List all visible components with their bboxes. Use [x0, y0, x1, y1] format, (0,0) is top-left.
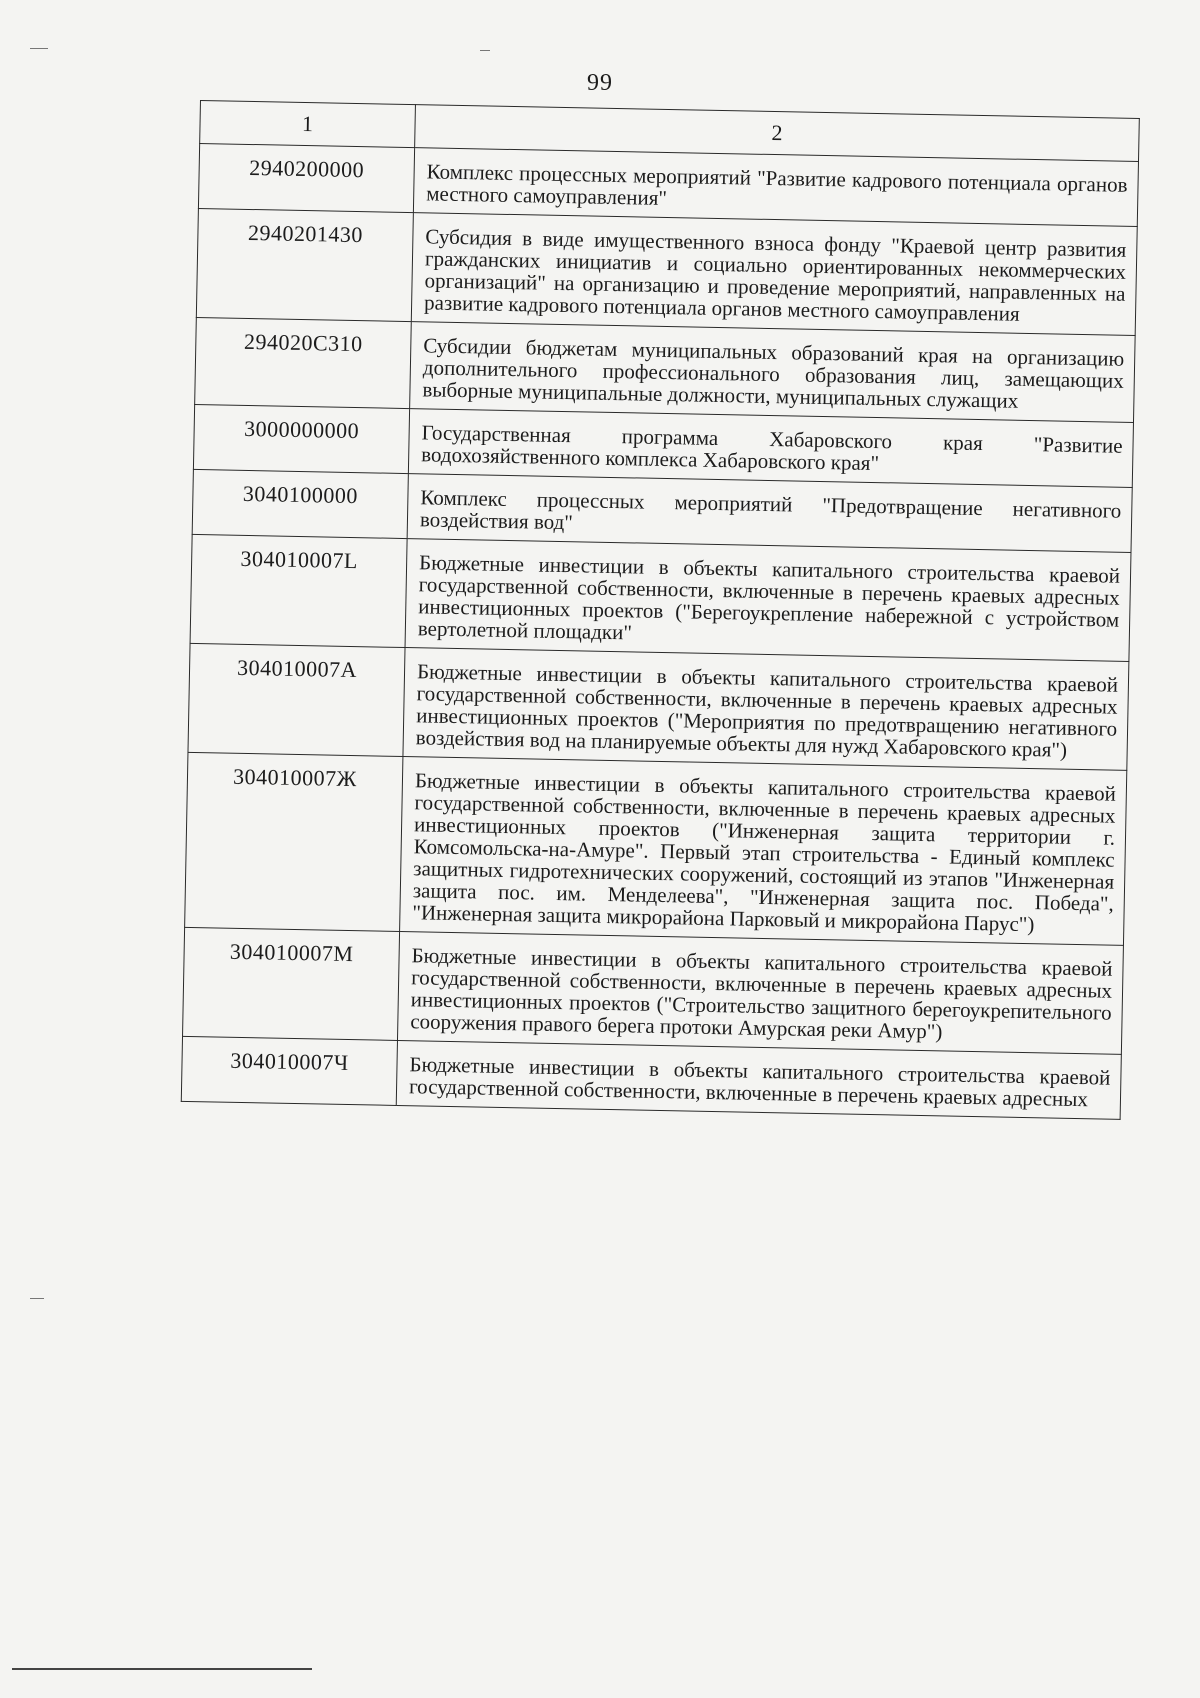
table-row [196, 208, 1137, 335]
row-code: 304010007L [190, 534, 407, 647]
column-header-1: 1 [200, 101, 416, 148]
scan-mark [480, 50, 490, 51]
footnote-separator [12, 1668, 312, 1670]
row-code: 304010007М [183, 927, 400, 1040]
row-code: 2940200000 [198, 144, 414, 213]
row-code: 3000000000 [193, 404, 409, 473]
row-code: 3040100000 [192, 469, 408, 538]
row-description: Бюджетные инвестиции в объекты капитального строительства краевой государственной собственности, включенные в перечень краевых адресных инвестиционных проектов ("Инженерная защита территории г. Комсомольска-на-Амуре". Первый этап строительства - Единый комплекс защитных гидротехнических сооружений, состоящий из этапов "Инженерная защита пос. им. Менделеева", "Инженерная защита пос. Победа", "Инженерная защита микрорайона Парковый и микрорайона Парус") [400, 757, 1127, 946]
table-row [188, 643, 1129, 770]
row-description: Бюджетные инвестиции в объекты капитального строительства краевой государственной собственности, включенные в перечень краевых адресных [396, 1040, 1121, 1119]
scan-mark [30, 1298, 44, 1299]
row-description: Бюджетные инвестиции в объекты капитального строительства краевой государственной собственности, включенные в перечень краевых адресных инвестиционных проектов ("Мероприятия по предотвращению негативного воздействия вод на планируемые объекты для нужд Хабаровского края") [403, 648, 1129, 771]
row-code: 294020С310 [195, 317, 412, 408]
document-sheet [181, 100, 1140, 1120]
row-description: Комплекс процессных мероприятий "Развитие кадрового потенциала органов местного самоуправления" [413, 148, 1138, 227]
row-code: 304010007Ч [181, 1036, 397, 1105]
row-description: Комплекс процессных мероприятий "Предотвращение негативного воздействия вод" [407, 474, 1132, 553]
table-row [183, 927, 1124, 1054]
table-row [185, 752, 1127, 945]
column-header-2: 2 [415, 105, 1140, 162]
table-row [190, 534, 1131, 661]
row-description: Бюджетные инвестиции в объекты капитального строительства краевой государственной собственности, включенные в перечень краевых адресных инвестиционных проектов ("Строительство защитного берегоукрепительного сооружения правого берега протоки Амурская реки Амур") [397, 931, 1123, 1054]
row-code: 304010007А [188, 643, 405, 756]
page-number: 99 [587, 70, 613, 96]
row-description: Субсидия в виде имущественного взноса фонду "Краевой центр развития гражданских инициатив и социально ориентированных некоммерческих организаций" на организацию и проведение мероприятий, направленных на развитие кадрового потенциала органов местного самоуправления [411, 213, 1137, 336]
row-description: Государственная программа Хабаровского края "Развитие водохозяйственного комплекса Хабаровского края" [408, 409, 1133, 488]
row-code: 2940201430 [196, 208, 413, 321]
row-description: Субсидии бюджетам муниципальных образований края на организацию дополнительного профессионального образования лиц, замещающих выборные муниципальные должности, муниципальных служащих [410, 322, 1136, 423]
row-code: 304010007Ж [185, 752, 403, 931]
budget-codes-table [181, 100, 1140, 1120]
scan-mark [30, 48, 48, 49]
row-description: Бюджетные инвестиции в объекты капитального строительства краевой государственной собственности, включенные в перечень краевых адресных инвестиционных проектов ("Берегоукрепление набережной с устройством вертолетной площадки" [405, 539, 1131, 662]
